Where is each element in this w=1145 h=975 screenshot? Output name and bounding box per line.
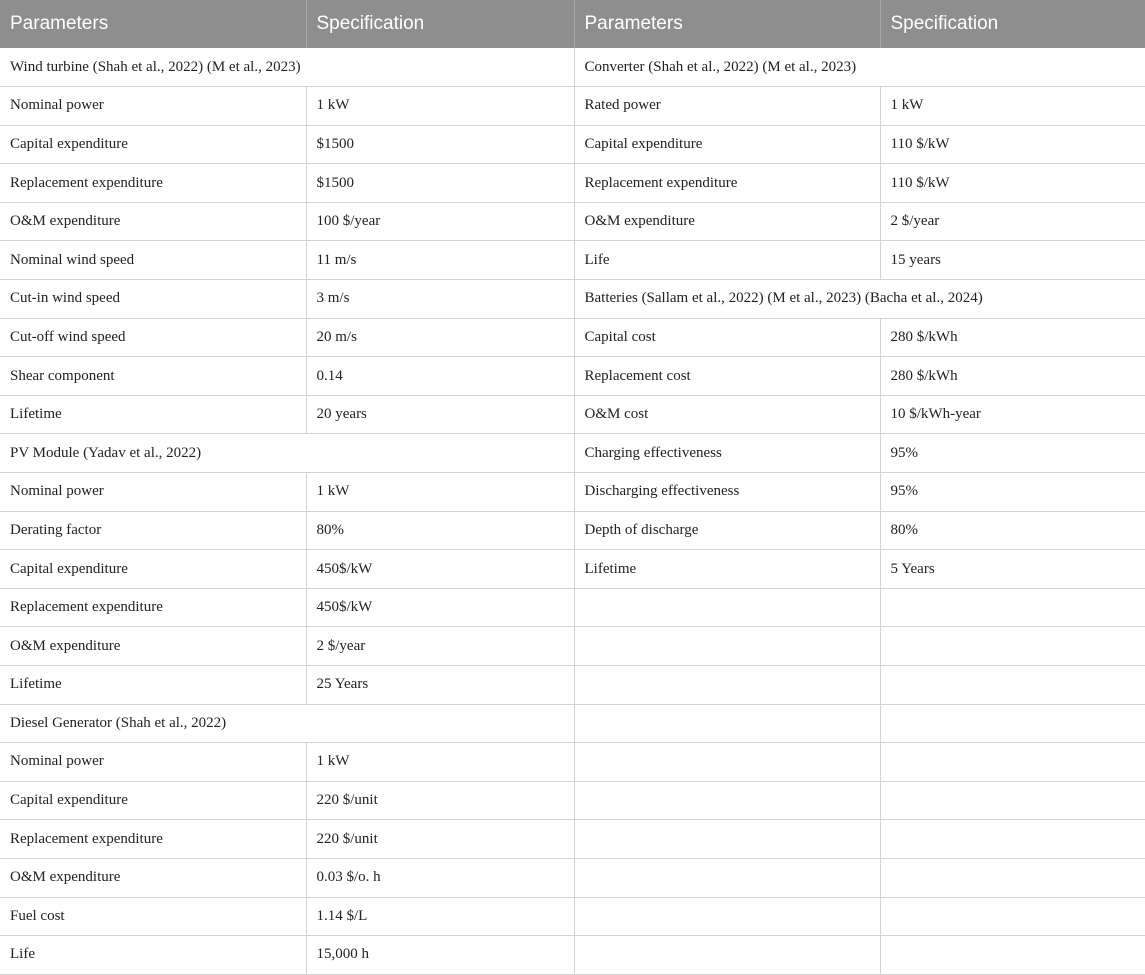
specification-cell-right bbox=[880, 704, 1145, 743]
parameter-cell-left: Shear component bbox=[0, 357, 306, 396]
parameter-cell-right: Replacement expenditure bbox=[574, 164, 880, 203]
table-row bbox=[0, 125, 1145, 164]
section-title-right: Converter (Shah et al., 2022) (M et al., 2023) bbox=[574, 48, 1145, 87]
specification-cell-left: 3 m/s bbox=[306, 280, 574, 319]
specification-cell-right bbox=[880, 627, 1145, 666]
specification-cell-right: 2 $/year bbox=[880, 202, 1145, 241]
specification-cell-left: 0.14 bbox=[306, 357, 574, 396]
specification-cell-left: 100 $/year bbox=[306, 202, 574, 241]
parameter-cell-right: Rated power bbox=[574, 87, 880, 126]
parameter-cell-right: O&M expenditure bbox=[574, 202, 880, 241]
table-row bbox=[0, 820, 1145, 859]
parameter-cell-left: Cut-off wind speed bbox=[0, 318, 306, 357]
section-title-left: Wind turbine (Shah et al., 2022) (M et al., 2023) bbox=[0, 48, 574, 87]
table-row bbox=[0, 202, 1145, 241]
header-specification-left: Specification bbox=[306, 0, 574, 48]
specification-cell-left: 0.03 $/o. h bbox=[306, 858, 574, 897]
parameter-cell-left: Cut-in wind speed bbox=[0, 280, 306, 319]
parameter-cell-right bbox=[574, 588, 880, 627]
parameter-cell-right bbox=[574, 781, 880, 820]
parameter-cell-right: Charging effectiveness bbox=[574, 434, 880, 473]
specification-cell-right: 95% bbox=[880, 473, 1145, 512]
table-row bbox=[0, 666, 1145, 705]
header-parameters-left: Parameters bbox=[0, 0, 306, 48]
table-row bbox=[0, 550, 1145, 589]
parameter-cell-right: Depth of discharge bbox=[574, 511, 880, 550]
table-header bbox=[0, 0, 1145, 48]
parameter-cell-left: O&M expenditure bbox=[0, 858, 306, 897]
parameter-cell-right bbox=[574, 936, 880, 975]
table-row bbox=[0, 588, 1145, 627]
parameter-cell-left: Nominal wind speed bbox=[0, 241, 306, 280]
parameter-cell-right bbox=[574, 858, 880, 897]
specification-cell-right: 10 $/kWh-year bbox=[880, 395, 1145, 434]
specification-cell-right: 110 $/kW bbox=[880, 164, 1145, 203]
specification-cell-left: 220 $/unit bbox=[306, 781, 574, 820]
specification-cell-right: 95% bbox=[880, 434, 1145, 473]
specification-cell-right bbox=[880, 897, 1145, 936]
parameter-cell-left: O&M expenditure bbox=[0, 202, 306, 241]
parameter-cell-right: Capital cost bbox=[574, 318, 880, 357]
specification-cell-left: 450$/kW bbox=[306, 550, 574, 589]
table-row bbox=[0, 357, 1145, 396]
parameter-cell-left: Replacement expenditure bbox=[0, 588, 306, 627]
table-row bbox=[0, 434, 1145, 473]
table-row bbox=[0, 743, 1145, 782]
parameter-cell-left: Nominal power bbox=[0, 743, 306, 782]
parameter-cell-left: O&M expenditure bbox=[0, 627, 306, 666]
specification-cell-right bbox=[880, 820, 1145, 859]
parameter-cell-left: Replacement expenditure bbox=[0, 820, 306, 859]
parameter-cell-left: Fuel cost bbox=[0, 897, 306, 936]
specification-cell-right bbox=[880, 588, 1145, 627]
parameter-cell-left: Capital expenditure bbox=[0, 550, 306, 589]
parameter-cell-left: Life bbox=[0, 936, 306, 975]
parameter-cell-right bbox=[574, 666, 880, 705]
parameter-cell-right: Replacement cost bbox=[574, 357, 880, 396]
parameter-cell-right: Capital expenditure bbox=[574, 125, 880, 164]
specification-cell-left: 20 m/s bbox=[306, 318, 574, 357]
table-row bbox=[0, 280, 1145, 319]
specification-cell-left: 20 years bbox=[306, 395, 574, 434]
section-title-right: Batteries (Sallam et al., 2022) (M et al., 2023) (Bacha et al., 2024) bbox=[574, 280, 1145, 319]
specification-cell-left: 450$/kW bbox=[306, 588, 574, 627]
specification-cell-left: 25 Years bbox=[306, 666, 574, 705]
table-row bbox=[0, 473, 1145, 512]
parameter-cell-left: Capital expenditure bbox=[0, 125, 306, 164]
section-title-left: PV Module (Yadav et al., 2022) bbox=[0, 434, 574, 473]
parameter-cell-right: Life bbox=[574, 241, 880, 280]
parameter-cell-right bbox=[574, 743, 880, 782]
parameter-cell-left: Nominal power bbox=[0, 473, 306, 512]
table-row bbox=[0, 241, 1145, 280]
parameter-cell-right: O&M cost bbox=[574, 395, 880, 434]
parameter-cell-right bbox=[574, 897, 880, 936]
specification-cell-right: 5 Years bbox=[880, 550, 1145, 589]
header-specification-right: Specification bbox=[880, 0, 1145, 48]
header-row bbox=[0, 0, 1145, 48]
specification-cell-right bbox=[880, 781, 1145, 820]
parameter-cell-left: Derating factor bbox=[0, 511, 306, 550]
specification-cell-right bbox=[880, 743, 1145, 782]
specification-cell-right bbox=[880, 666, 1145, 705]
parameter-cell-left: Nominal power bbox=[0, 87, 306, 126]
table-row bbox=[0, 164, 1145, 203]
table-row bbox=[0, 87, 1145, 126]
specification-cell-right: 80% bbox=[880, 511, 1145, 550]
parameter-cell-right: Discharging effectiveness bbox=[574, 473, 880, 512]
specification-cell-left: 1 kW bbox=[306, 473, 574, 512]
specification-cell-left: 80% bbox=[306, 511, 574, 550]
specification-cell-right: 15 years bbox=[880, 241, 1145, 280]
parameter-cell-left: Lifetime bbox=[0, 666, 306, 705]
specification-cell-right: 110 $/kW bbox=[880, 125, 1145, 164]
table-row bbox=[0, 936, 1145, 975]
specification-cell-left: 1 kW bbox=[306, 743, 574, 782]
table-row bbox=[0, 318, 1145, 357]
specification-cell-left: 15,000 h bbox=[306, 936, 574, 975]
table-row bbox=[0, 395, 1145, 434]
parameter-cell-left: Lifetime bbox=[0, 395, 306, 434]
specification-cell-right: 280 $/kWh bbox=[880, 357, 1145, 396]
specification-cell-left: $1500 bbox=[306, 125, 574, 164]
parameter-cell-right bbox=[574, 820, 880, 859]
table-row bbox=[0, 48, 1145, 87]
specification-cell-right: 280 $/kWh bbox=[880, 318, 1145, 357]
section-title-left: Diesel Generator (Shah et al., 2022) bbox=[0, 704, 574, 743]
table-row bbox=[0, 897, 1145, 936]
specification-cell-right bbox=[880, 858, 1145, 897]
table-body bbox=[0, 48, 1145, 974]
table-row bbox=[0, 858, 1145, 897]
parameter-cell-right bbox=[574, 704, 880, 743]
specification-cell-right bbox=[880, 936, 1145, 975]
parameter-cell-left: Replacement expenditure bbox=[0, 164, 306, 203]
specification-cell-left: 1 kW bbox=[306, 87, 574, 126]
specification-cell-left: 11 m/s bbox=[306, 241, 574, 280]
table-row bbox=[0, 511, 1145, 550]
parameter-cell-right: Lifetime bbox=[574, 550, 880, 589]
specification-cell-left: 1.14 $/L bbox=[306, 897, 574, 936]
specification-cell-left: 2 $/year bbox=[306, 627, 574, 666]
parameter-cell-left: Capital expenditure bbox=[0, 781, 306, 820]
specification-cell-left: $1500 bbox=[306, 164, 574, 203]
table-row bbox=[0, 781, 1145, 820]
table-row bbox=[0, 704, 1145, 743]
table-row bbox=[0, 627, 1145, 666]
specification-cell-left: 220 $/unit bbox=[306, 820, 574, 859]
specification-cell-right: 1 kW bbox=[880, 87, 1145, 126]
header-parameters-right: Parameters bbox=[574, 0, 880, 48]
parameter-cell-right bbox=[574, 627, 880, 666]
